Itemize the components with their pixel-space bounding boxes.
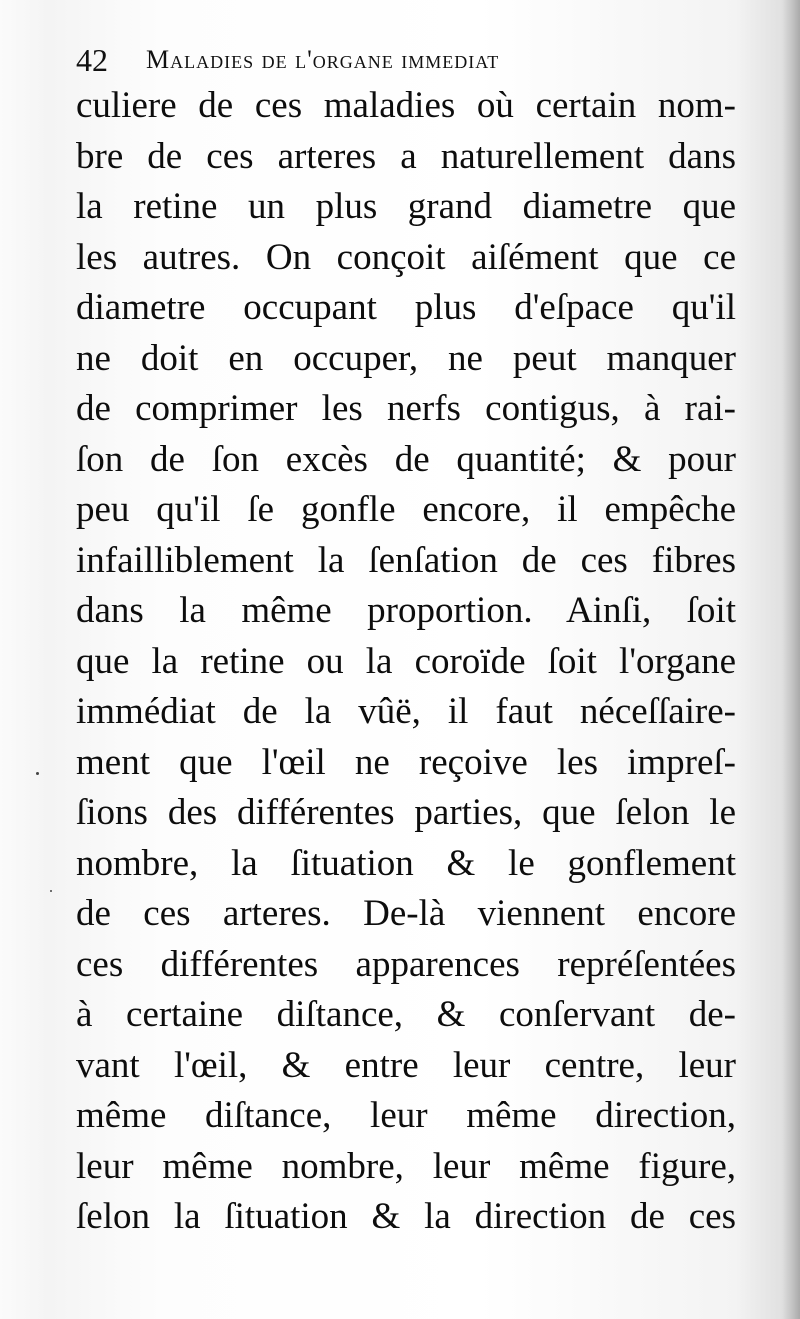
text-line: ment que l'œil ne reçoive les impreſ- xyxy=(76,741,736,783)
text-line: ſions des différentes parties, que ſelon le xyxy=(76,792,736,833)
text-line: la retine un plus grand diametre que xyxy=(76,186,736,227)
text-line: diametre occupant plus d'eſpace qu'il xyxy=(76,287,736,328)
text-line: ne doit en occuper, ne peut manquer xyxy=(76,337,736,379)
text-line: immédiat de la vûë, il faut néceſſaire- xyxy=(76,691,736,732)
text-line: dans la même proportion. Ainſi, ſoit xyxy=(76,590,736,631)
text-line: peu qu'il ſe gonfle encore, il empêche xyxy=(76,489,736,530)
paper-speck xyxy=(36,772,39,775)
page-number: 42 xyxy=(76,42,108,78)
text-line: vant l'œil, & entre leur centre, leur xyxy=(76,1044,736,1086)
text-line: ſelon la ſituation & la direction de ces xyxy=(76,1196,736,1237)
text-line: bre de ces arteres a naturellement dans xyxy=(76,135,736,177)
text-line: ces différentes apparences repréſentées xyxy=(76,943,736,985)
text-line: même diſtance, leur même direction, xyxy=(76,1095,736,1136)
text-line: de comprimer les nerfs contigus, à rai- xyxy=(76,388,736,429)
text-line: à certaine diſtance, & conſervant de- xyxy=(76,994,736,1035)
body-text xyxy=(76,81,736,1243)
text-line: leur même nombre, leur même figure, xyxy=(76,1145,736,1187)
text-line: que la retine ou la coroïde ſoit l'organe xyxy=(76,640,736,682)
text-line: de ces arteres. De-là viennent encore xyxy=(76,893,736,934)
running-head: Maladies de l'organe immediat xyxy=(146,45,500,74)
text-line: les autres. On conçoit aiſément que ce xyxy=(76,236,736,278)
text-line: ſon de ſon excès de quantité; & pour xyxy=(76,438,736,480)
text-line: culiere de ces maladies où certain nom- xyxy=(76,85,736,126)
paper-speck xyxy=(50,890,52,892)
page-header xyxy=(76,38,716,82)
text-line: infailliblement la ſenſation de ces fibres xyxy=(76,539,736,581)
text-line: nombre, la ſituation & le gonflement xyxy=(76,842,736,884)
